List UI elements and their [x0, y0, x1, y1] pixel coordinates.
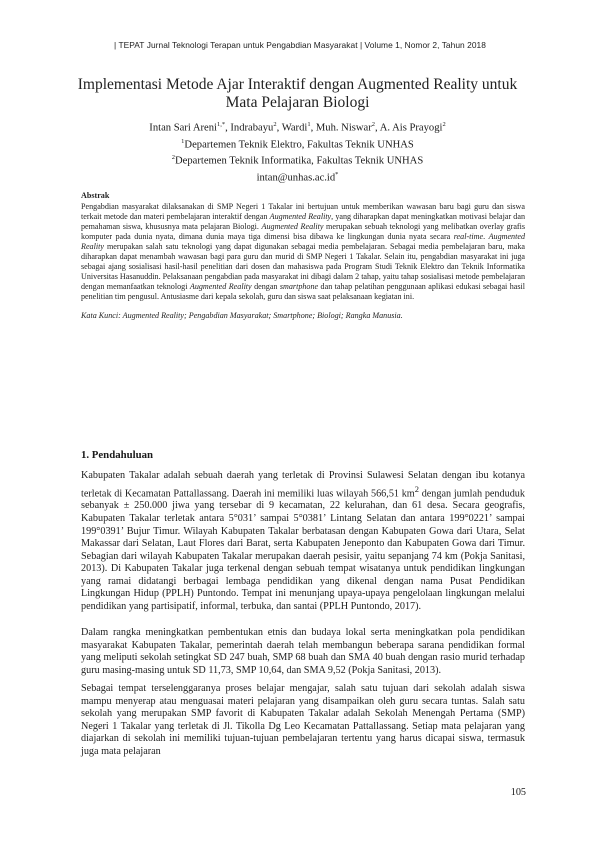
- affiliation-marker: 2: [171, 154, 176, 162]
- keywords: Kata Kunci: Augmented Reality; Pengabdian Masyarakat; Smartphone; Biologi; Rangka Manusia.: [81, 311, 403, 321]
- running-header: | TEPAT Jurnal Teknologi Terapan untuk Pengabdian Masyarakat | Volume 1, Nomor 2, Tahun 2018: [114, 40, 486, 50]
- abstract-heading: Abstrak: [81, 191, 110, 200]
- author-name: Wardi: [281, 122, 308, 134]
- article-title: Implementasi Metode Ajar Interaktif dengan Augmented Reality untuk Mata Pelajaran Biologi: [77, 76, 518, 111]
- abstract-body: [81, 202, 525, 302]
- text-run: .: [483, 231, 489, 241]
- paragraph-2: Dalam rangka meningkatkan pembentukan etnis dan budaya lokal serta meningkatkan pola pendidikan masyarakat Kabupaten Takalar, pemerintah daerah telah membangun beberapa sarana pendidikan formal yang meliputi sekolah setingkat SD 247 buah, SMP 68 buah dan SMA 40 buah dengan rasio murid terhadap guru masing-masing untuk SD 11,73, SMP 10,64, dan SMA 9,52 (Pokja Sanitasi, 2013).: [81, 627, 525, 676]
- italic-term: Augmented Reality: [269, 211, 332, 221]
- text-run: Pengabdian masyarakat dilaksanakan di SMP Negeri 1 Takalar ini bertujuan untuk memberikan wawasan baru bagi guru dan siswa terkait metode dan materi pembelajaran interaktif dengan: [81, 201, 525, 221]
- author-affiliation-marker: 2: [273, 121, 277, 128]
- italic-term: real-time: [453, 231, 484, 241]
- author-affiliation-marker: 1,*: [216, 121, 226, 128]
- affiliation-1: [60, 135, 535, 152]
- abstract: [81, 191, 525, 321]
- text-run: merupakan salah satu teknologi yang dapat digunakan sebagai media pembelajaran. Sebagai media pembelajaran baru, maka diharapkan dapat menambah wawasan bagi para guru dan murid di SMP Negeri 1 Takalar. Selain itu, pengabdian masyarakat ini juga sebagai ajang sosialisasi hasil-hasil penelitian dari dosen dan mahasiswa pada Program Studi Teknik Elektro dan Teknik Informatika Universitas Hasanuddin. Pelaksanaan pengabdian pada masyarakat ini dibagi dalam 2 tahap, yaitu tahap sosialisasi metode pembelajaran dengan memanfaatkan teknologi: [81, 241, 525, 291]
- paragraph-3: Sebagai tempat terselenggaranya proses belajar mengajar, salah satu tujuan dari sekolah adalah siswa mampu menyerap atau menguasai materi pelajaran yang disampaikan oleh guru secara tuntas. Salah satu sekolah yang merupakan SMP favorit di Kabupaten Takalar adalah Sekolah Menengah Pertama (SMP) Negeri 1 Takalar yang terletak di Jl. Tikolla Dg Leo Kecamatan Pattallassang. Setiap mata pelajaran yang diajarkan di sekolah ini memiliki tujuan-tujuan pembelajaran tertentu yang harus dicapai siswa, termasuk juga mata pelajaran: [81, 683, 525, 757]
- page-number: 105: [510, 787, 526, 798]
- author-block: [60, 118, 535, 184]
- affiliation-2: [60, 151, 535, 168]
- section-heading: 1. Pendahuluan: [81, 449, 154, 461]
- paragraph-1: [81, 470, 525, 613]
- email-link[interactable]: intan@unhas.ac.id: [256, 172, 336, 184]
- author-list: Intan Sari Areni$^{1,*}$, Indrabayu$^2$, Wardi$^1$, Muh. Niswar$^2$, A. Ais Prayogi$^2$: [149, 121, 446, 134]
- italic-term: Augmented Reality: [261, 221, 324, 231]
- affiliation-text: Departemen Teknik Elektro, Fakultas Teknik UNHAS: [184, 139, 414, 151]
- affiliation-text: Departemen Teknik Informatika, Fakultas Teknik UNHAS: [175, 155, 424, 167]
- author-name: Muh. Niswar: [315, 122, 372, 134]
- email-marker: *: [335, 170, 339, 178]
- corresponding-email: [60, 168, 535, 185]
- affiliation-marker: 1: [181, 137, 185, 145]
- author-name: A. Ais Prayogi: [379, 122, 443, 134]
- author-name: Intan Sari Areni: [149, 122, 217, 134]
- text-run: dengan jumlah penduduk sebanyak ± 250.000 jiwa yang tersebar di 9 kecamatan, 22 kelurahan, dan 61 desa. Secara geografis, Kabupaten Takalar terletak antara 5°031’ sampai 5°0381’ Lintang Selatan dan antara 199°0221’ sampai 199°0391’ Bujur Timur. Wilayah Kabupaten Takalar berbatasan dengan Kabupaten Gowa dari Utara, Selat Makassar dari Selatan, Laut Flores dari Barat, serta Kabupaten Jeneponto dan Kabupaten Gowa dari Timur. Sebagian dari wilayah Kabupaten Takalar merupakan daerah pesisir, yaitu sepanjang 74 km (Pokja Sanitasi, 2013). Di Kabupaten Takalar juga terkenal dengan sebuah tempat wisatanya untuk pendidikan lingkungan yang ramai didatangi berbagai lembaga pendidikan yang dikenal dengan nama Pusat Pendidikan Lingkungan Hidup (PPLH) Puntondo. Tempat ini menunjang upaya-upaya pengelolaan lingkungan melalui pendidikan yang partisipatif, informal, terbuka, dan santai (PPLH Puntondo, 2017).: [81, 487, 525, 612]
- superscript: 2: [414, 483, 419, 494]
- author-affiliation-marker: 2: [371, 121, 376, 128]
- author-affiliation-marker: 1: [307, 121, 311, 128]
- italic-term: Augmented Reality: [81, 231, 525, 251]
- text-run: Kabupaten Takalar adalah sebuah daerah yang terletak di Provinsi Sulawesi Selatan dengan ibu kotanya terletak di Kecamatan Pattallassang. Daerah ini memiliki luas wilayah 566,51 km: [81, 470, 525, 499]
- text-run: , yang diharapkan dapat meningkatkan motivasi belajar dan pemahaman siswa, khususnya mata pelajaran Biologi.: [81, 211, 525, 231]
- author-name: Indrabayu: [230, 122, 274, 134]
- author-affiliation-marker: 2: [442, 121, 446, 128]
- text-run: merupakan sebuah teknologi yang melibatkan overlay grafis komputer pada dunia nyata, dimana dunia maya tiga dimensi bisa dibawa ke lingkungan dunia nyata secara: [81, 221, 526, 241]
- italic-term: smartphone: [279, 281, 319, 291]
- text-run: dengan: [251, 281, 280, 291]
- text-run: dan tahap pelatihan penggunaan aplikasi edukasi sebagai hasil penelitian tim pengusul. Antusiasme dari kepala sekolah, guru dan siswa saat pelaksanaan kegiatan ini.: [81, 281, 526, 301]
- italic-term: Augmented Reality: [189, 281, 252, 291]
